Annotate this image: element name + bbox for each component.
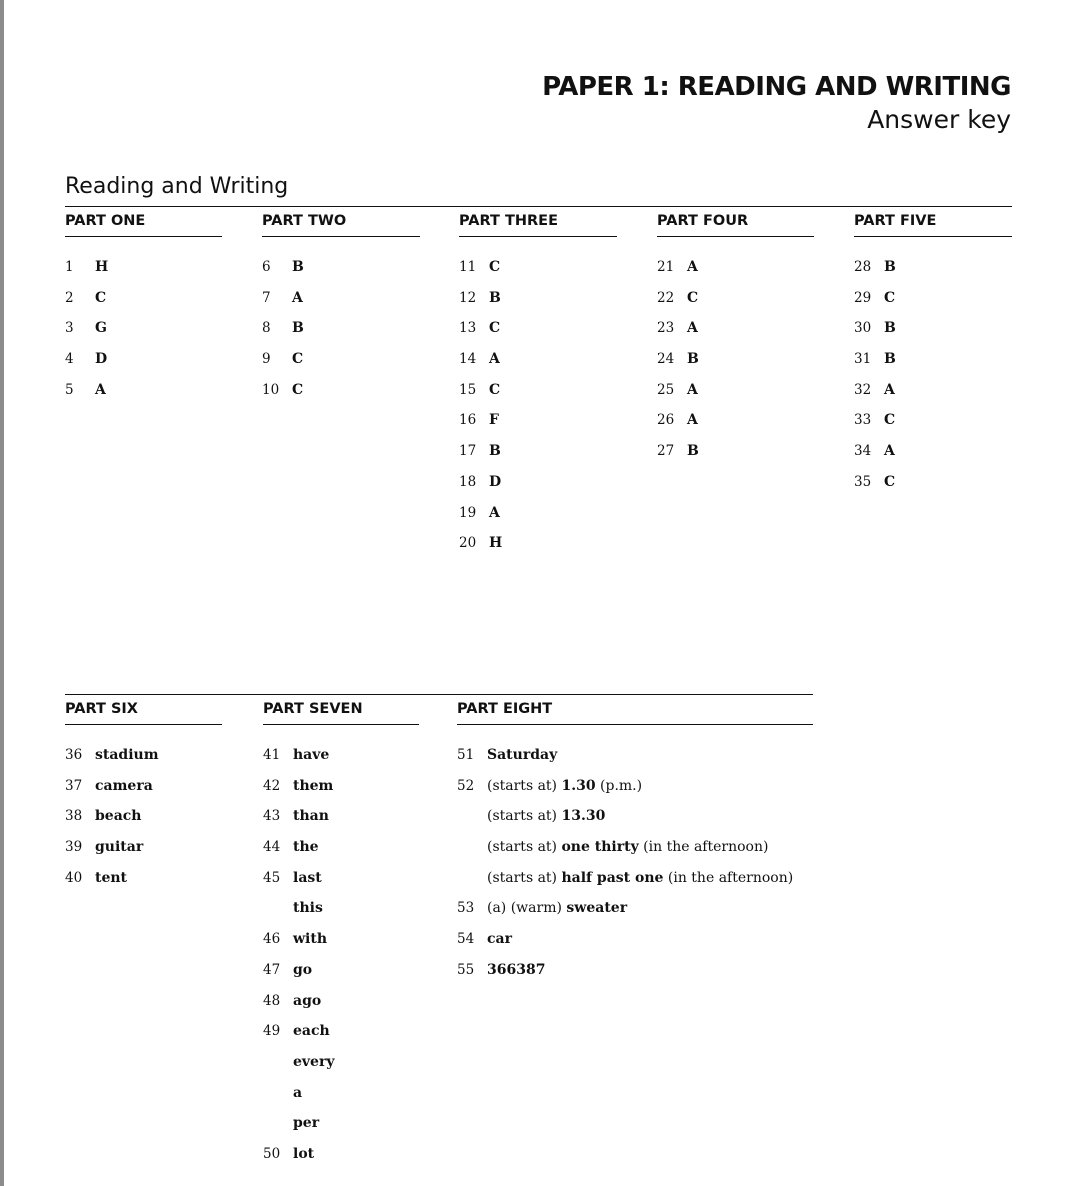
answer-row	[65, 831, 222, 862]
answer-text: A	[687, 259, 698, 275]
answer-row	[65, 862, 222, 893]
answer-text: have	[293, 747, 330, 763]
question-number: 37	[65, 777, 83, 794]
answer-row	[263, 1015, 419, 1046]
part-eight	[457, 694, 813, 985]
answer-text: Saturday	[487, 747, 558, 763]
answer-row	[657, 374, 814, 405]
answer-text: C	[884, 289, 896, 306]
part-heading: PART SEVEN	[263, 694, 419, 725]
answer-row	[65, 312, 222, 343]
question-number: 7	[262, 289, 271, 306]
answer-text: B	[687, 351, 699, 368]
answer-row	[457, 892, 813, 923]
answer-row	[65, 282, 222, 313]
question-number: 21	[657, 259, 675, 275]
question-number: 50	[263, 1145, 281, 1162]
answer-text: lot	[293, 1145, 315, 1162]
answer-row	[854, 404, 1012, 435]
question-number: 22	[657, 289, 675, 306]
answer-list	[854, 251, 1012, 497]
question-number: 51	[457, 747, 475, 763]
answer-row	[65, 374, 222, 405]
answer-row	[459, 466, 617, 497]
answer-text: A	[884, 443, 895, 460]
question-number: 46	[263, 931, 281, 948]
answer-row	[854, 374, 1012, 405]
answer-text: than	[293, 808, 329, 825]
answer-row	[459, 312, 617, 343]
answer-row	[457, 954, 813, 985]
question-number: 53	[457, 900, 475, 917]
part-five	[854, 206, 1012, 497]
question-number: 47	[263, 961, 281, 978]
question-number: 54	[457, 931, 475, 948]
part-two	[262, 206, 420, 404]
answer-text: B	[489, 289, 501, 306]
answer-text: beach	[95, 808, 142, 825]
answer-row	[457, 800, 813, 831]
answer-row	[263, 1138, 419, 1169]
answer-text: B	[687, 443, 699, 460]
answer-text: B	[884, 259, 896, 275]
optional-text: (starts at)	[487, 839, 562, 856]
question-number: 43	[263, 808, 281, 825]
page-header	[542, 70, 1011, 136]
answer-text: this	[293, 900, 323, 917]
answer-text: with	[293, 931, 328, 948]
answer-text: B	[884, 320, 896, 337]
part-heading: PART FOUR	[657, 206, 814, 237]
question-number: 32	[854, 381, 872, 398]
answer-text: C	[95, 289, 107, 306]
answer-text: one thirty	[561, 839, 639, 856]
question-number: 8	[262, 320, 271, 337]
answer-row	[457, 923, 813, 954]
question-number: 35	[854, 473, 872, 490]
answer-text: 366387	[487, 961, 546, 978]
answer-row	[457, 862, 813, 893]
answer-row	[65, 800, 222, 831]
answer-row	[65, 251, 222, 282]
question-number: 9	[262, 351, 271, 368]
question-number: 45	[263, 869, 281, 886]
question-number: 55	[457, 961, 475, 978]
answer-text: C	[884, 412, 896, 429]
answer-text: C	[884, 473, 896, 490]
part-seven	[263, 694, 419, 1169]
answer-text: A	[489, 504, 500, 521]
question-number: 34	[854, 443, 872, 460]
answer-row	[262, 343, 420, 374]
answer-row	[657, 251, 814, 282]
answer-row	[854, 251, 1012, 282]
answer-text: 13.30	[561, 808, 606, 825]
answer-text: stadium	[95, 747, 159, 763]
answer-row	[65, 739, 222, 770]
question-number: 39	[65, 839, 83, 856]
answer-row	[263, 892, 419, 923]
answer-row	[263, 1107, 419, 1138]
answer-text: H	[489, 535, 503, 552]
answer-row	[459, 251, 617, 282]
question-number: 23	[657, 320, 675, 337]
answer-text: A	[687, 381, 698, 398]
part-six	[65, 694, 222, 892]
question-number: 3	[65, 320, 74, 337]
answer-row	[459, 343, 617, 374]
answer-row	[657, 343, 814, 374]
answer-row	[263, 954, 419, 985]
question-number: 42	[263, 777, 281, 794]
optional-text: (a) (warm)	[487, 900, 567, 917]
question-number: 20	[459, 535, 477, 552]
answer-text: D	[95, 351, 108, 368]
answer-text: B	[489, 443, 501, 460]
question-number: 52	[457, 777, 475, 794]
answer-text: per	[293, 1115, 320, 1132]
question-number: 25	[657, 381, 675, 398]
question-number: 24	[657, 351, 675, 368]
answer-text: A	[95, 381, 106, 398]
question-number: 17	[459, 443, 477, 460]
paper-title: PAPER 1: READING AND WRITING	[542, 72, 1011, 102]
answer-text: ago	[293, 992, 322, 1009]
part-heading: PART FIVE	[854, 206, 1012, 237]
optional-text: (in the afternoon)	[663, 869, 794, 886]
optional-text: (starts at)	[487, 869, 562, 886]
answer-text: a	[293, 1084, 303, 1101]
question-number: 36	[65, 747, 83, 763]
answer-text: sweater	[566, 900, 628, 917]
question-number: 11	[459, 259, 477, 275]
paper-subtitle: Answer key	[867, 105, 1011, 134]
answer-row	[854, 282, 1012, 313]
answer-text: last	[293, 869, 322, 886]
question-number: 33	[854, 412, 872, 429]
answer-row	[657, 282, 814, 313]
answer-text: A	[687, 320, 698, 337]
answer-row	[459, 282, 617, 313]
question-number: 5	[65, 381, 74, 398]
question-number: 14	[459, 351, 477, 368]
question-number: 27	[657, 443, 675, 460]
answer-text: A	[292, 289, 303, 306]
part-heading: PART EIGHT	[457, 694, 813, 725]
answer-row	[459, 435, 617, 466]
answer-row	[263, 739, 419, 770]
answer-text: 1.30	[561, 777, 596, 794]
part-three	[459, 206, 617, 558]
question-number: 10	[262, 381, 280, 398]
question-number: 15	[459, 381, 477, 398]
optional-text: (starts at)	[487, 808, 562, 825]
answer-row	[263, 1046, 419, 1077]
question-number: 12	[459, 289, 477, 306]
question-number: 38	[65, 808, 83, 825]
answer-text: F	[489, 412, 499, 429]
question-number: 44	[263, 839, 281, 856]
answer-text: B	[292, 259, 304, 275]
answer-row	[457, 739, 813, 770]
answer-row	[263, 831, 419, 862]
question-number: 19	[459, 504, 477, 521]
answer-text: go	[293, 961, 313, 978]
answer-text: every	[293, 1053, 335, 1070]
question-number: 48	[263, 992, 281, 1009]
answer-row	[263, 862, 419, 893]
answer-text: camera	[95, 777, 153, 794]
answer-row	[657, 435, 814, 466]
page-left-edge	[0, 0, 4, 1186]
question-number: 29	[854, 289, 872, 306]
answer-row	[459, 404, 617, 435]
answer-list	[65, 251, 222, 404]
answer-row	[262, 251, 420, 282]
part-one	[65, 206, 222, 404]
answer-text: guitar	[95, 839, 144, 856]
answer-text: H	[95, 259, 109, 275]
answer-text: car	[487, 931, 512, 948]
part-heading: PART SIX	[65, 694, 222, 725]
answer-list	[459, 251, 617, 558]
answer-row	[657, 404, 814, 435]
answer-text: C	[292, 381, 304, 398]
answer-row	[457, 770, 813, 801]
answer-row	[263, 770, 419, 801]
answer-row	[65, 343, 222, 374]
answer-row	[854, 312, 1012, 343]
answer-row	[854, 343, 1012, 374]
answer-text: A	[884, 381, 895, 398]
answer-row	[263, 800, 419, 831]
answer-text: A	[687, 412, 698, 429]
answer-text: G	[95, 320, 107, 337]
answer-row	[459, 374, 617, 405]
answer-row	[65, 770, 222, 801]
answer-text: C	[687, 289, 699, 306]
part-heading: PART ONE	[65, 206, 222, 237]
part-heading: PART THREE	[459, 206, 617, 237]
answer-text: C	[489, 381, 501, 398]
answer-row	[459, 527, 617, 558]
answer-row	[457, 831, 813, 862]
question-number: 4	[65, 351, 74, 368]
question-number: 26	[657, 412, 675, 429]
answer-text: C	[489, 320, 501, 337]
question-number: 13	[459, 320, 477, 337]
question-number: 30	[854, 320, 872, 337]
question-number: 31	[854, 351, 872, 368]
answer-row	[263, 923, 419, 954]
question-number: 49	[263, 1023, 281, 1040]
answer-row	[459, 497, 617, 528]
optional-text: (starts at)	[487, 777, 562, 794]
question-number: 28	[854, 259, 872, 275]
answer-list	[262, 251, 420, 404]
part-four	[657, 206, 814, 466]
answer-row	[263, 1077, 419, 1108]
question-number: 6	[262, 259, 271, 275]
answer-text: tent	[95, 869, 128, 886]
answer-text: D	[489, 473, 502, 490]
question-number: 1	[65, 259, 74, 275]
answer-text: B	[292, 320, 304, 337]
answer-row	[262, 374, 420, 405]
question-number: 16	[459, 412, 477, 429]
answer-text: the	[293, 839, 319, 856]
answer-text: half past one	[561, 869, 664, 886]
answer-list	[263, 739, 419, 1169]
section-heading: Reading and Writing	[65, 174, 289, 199]
answer-text: C	[292, 351, 304, 368]
optional-text: (in the afternoon)	[638, 839, 769, 856]
answer-list	[657, 251, 814, 466]
answer-text: B	[884, 351, 896, 368]
question-number: 40	[65, 869, 83, 886]
answer-row	[657, 312, 814, 343]
answer-row	[262, 282, 420, 313]
answer-text: C	[489, 259, 501, 275]
answer-text: A	[489, 351, 500, 368]
part-heading: PART TWO	[262, 206, 420, 237]
question-number: 41	[263, 747, 281, 763]
answer-row	[262, 312, 420, 343]
question-number: 2	[65, 289, 74, 306]
answer-row	[854, 466, 1012, 497]
answer-list	[65, 739, 222, 892]
answer-text: each	[293, 1023, 330, 1040]
answer-text: them	[293, 777, 334, 794]
answer-row	[854, 435, 1012, 466]
answer-list	[457, 739, 813, 985]
question-number: 18	[459, 473, 477, 490]
optional-text: (p.m.)	[595, 777, 643, 794]
answer-row	[263, 985, 419, 1016]
